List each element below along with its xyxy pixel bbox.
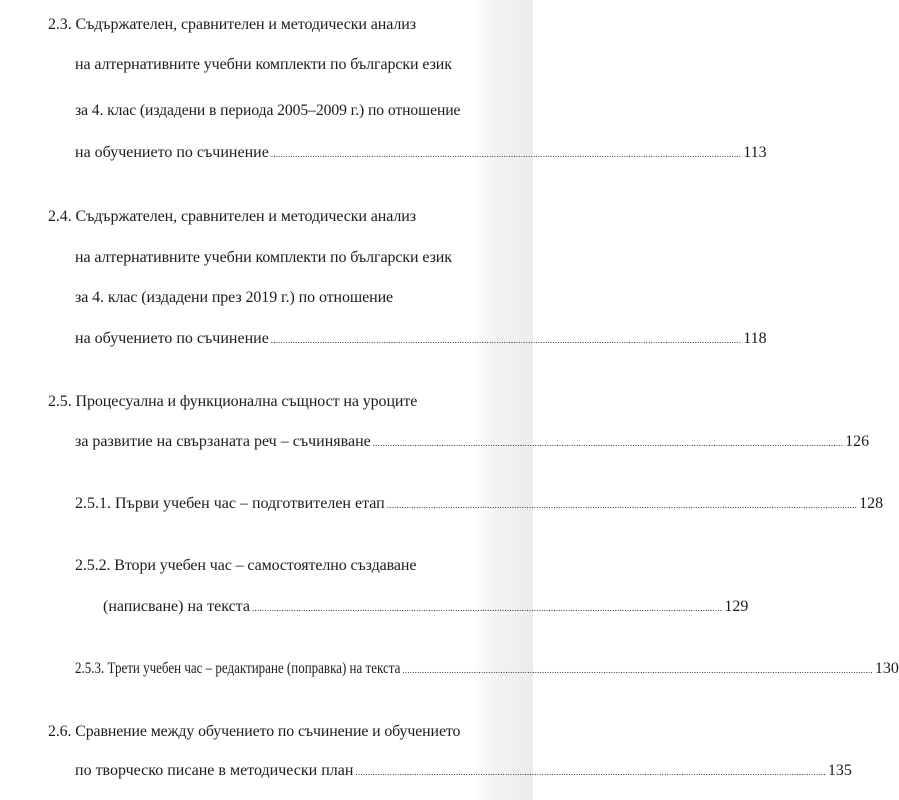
toc-page-number: 113 bbox=[743, 144, 767, 161]
toc-page-number: 129 bbox=[724, 598, 749, 615]
toc-entry-2-5-line-1: 2.5. Процесуална и функционална същност на уроците bbox=[48, 393, 418, 410]
toc-entry-2-4-line-2: на алтернативните учебни комплекти по български език bbox=[75, 249, 452, 266]
toc-entry-text: на обучението по съчинение bbox=[75, 144, 269, 161]
toc-entry-2-5-2-line-2[interactable] bbox=[103, 597, 749, 618]
toc-entry-text: за развитие на свързаната реч – съчиняване bbox=[75, 433, 371, 450]
dot-leader: ................................................................................................................................................................................................ bbox=[270, 335, 742, 345]
toc-page-number: 130 bbox=[874, 660, 899, 677]
toc-entry-text: 2.5.1. Първи учебен час – подготвителен етап bbox=[75, 495, 385, 512]
dot-leader: ................................................................................................................................................................................................ bbox=[270, 149, 742, 159]
toc-page-number: 118 bbox=[743, 330, 767, 347]
toc-entry-2-4-line-4[interactable] bbox=[75, 329, 767, 350]
toc-entry-text: 2.5.3. Трети учебен час – редактиране (поправка) на текста bbox=[75, 660, 401, 677]
toc-entry-2-5-line-2[interactable] bbox=[75, 432, 870, 453]
dot-leader: ................................................................................................................................................................................................ bbox=[386, 500, 858, 510]
toc-entry-2-5-2-line-1: 2.5.2. Втори учебен час – самостоятелно създаване bbox=[75, 557, 417, 574]
toc-entry-2-5-3[interactable] bbox=[75, 659, 899, 680]
toc-entry-text: (написване) на текста bbox=[103, 598, 250, 615]
toc-entry-2-4-line-1: 2.4. Съдържателен, сравнителен и методически анализ bbox=[48, 208, 416, 225]
toc-entry-2-3-line-1: 2.3. Съдържателен, сравнителен и методически анализ bbox=[48, 16, 416, 33]
dot-leader: ................................................................................................................................................................................................ bbox=[355, 767, 826, 777]
dot-leader: ................................................................................................................................................................................................ bbox=[402, 665, 873, 675]
toc-entry-text: на обучението по съчинение bbox=[75, 330, 269, 347]
toc-entry-text: по творческо писане в методически план bbox=[75, 762, 354, 779]
toc-entry-2-6-line-2[interactable] bbox=[75, 761, 852, 782]
toc-entry-2-6-line-1: 2.6. Сравнение между обучението по съчинение и обучението bbox=[48, 723, 461, 740]
dot-leader: ................................................................................................................................................................................................ bbox=[251, 603, 723, 613]
toc-entry-2-3-line-3: за 4. клас (издадени в периода 2005–2009 г.) по отношение bbox=[75, 102, 461, 119]
toc-page-number: 128 bbox=[859, 495, 884, 512]
toc-entry-2-3-line-4[interactable] bbox=[75, 143, 767, 164]
dot-leader: ................................................................................................................................................................................................ bbox=[372, 438, 844, 448]
toc-page-number: 126 bbox=[845, 433, 870, 450]
toc-page-number: 135 bbox=[827, 762, 852, 779]
toc-entry-2-3-line-2: на алтернативните учебни комплекти по български език bbox=[75, 56, 452, 73]
toc-entry-2-4-line-3: за 4. клас (издадени през 2019 г.) по отношение bbox=[75, 289, 394, 306]
toc-entry-2-5-1[interactable] bbox=[75, 494, 884, 515]
